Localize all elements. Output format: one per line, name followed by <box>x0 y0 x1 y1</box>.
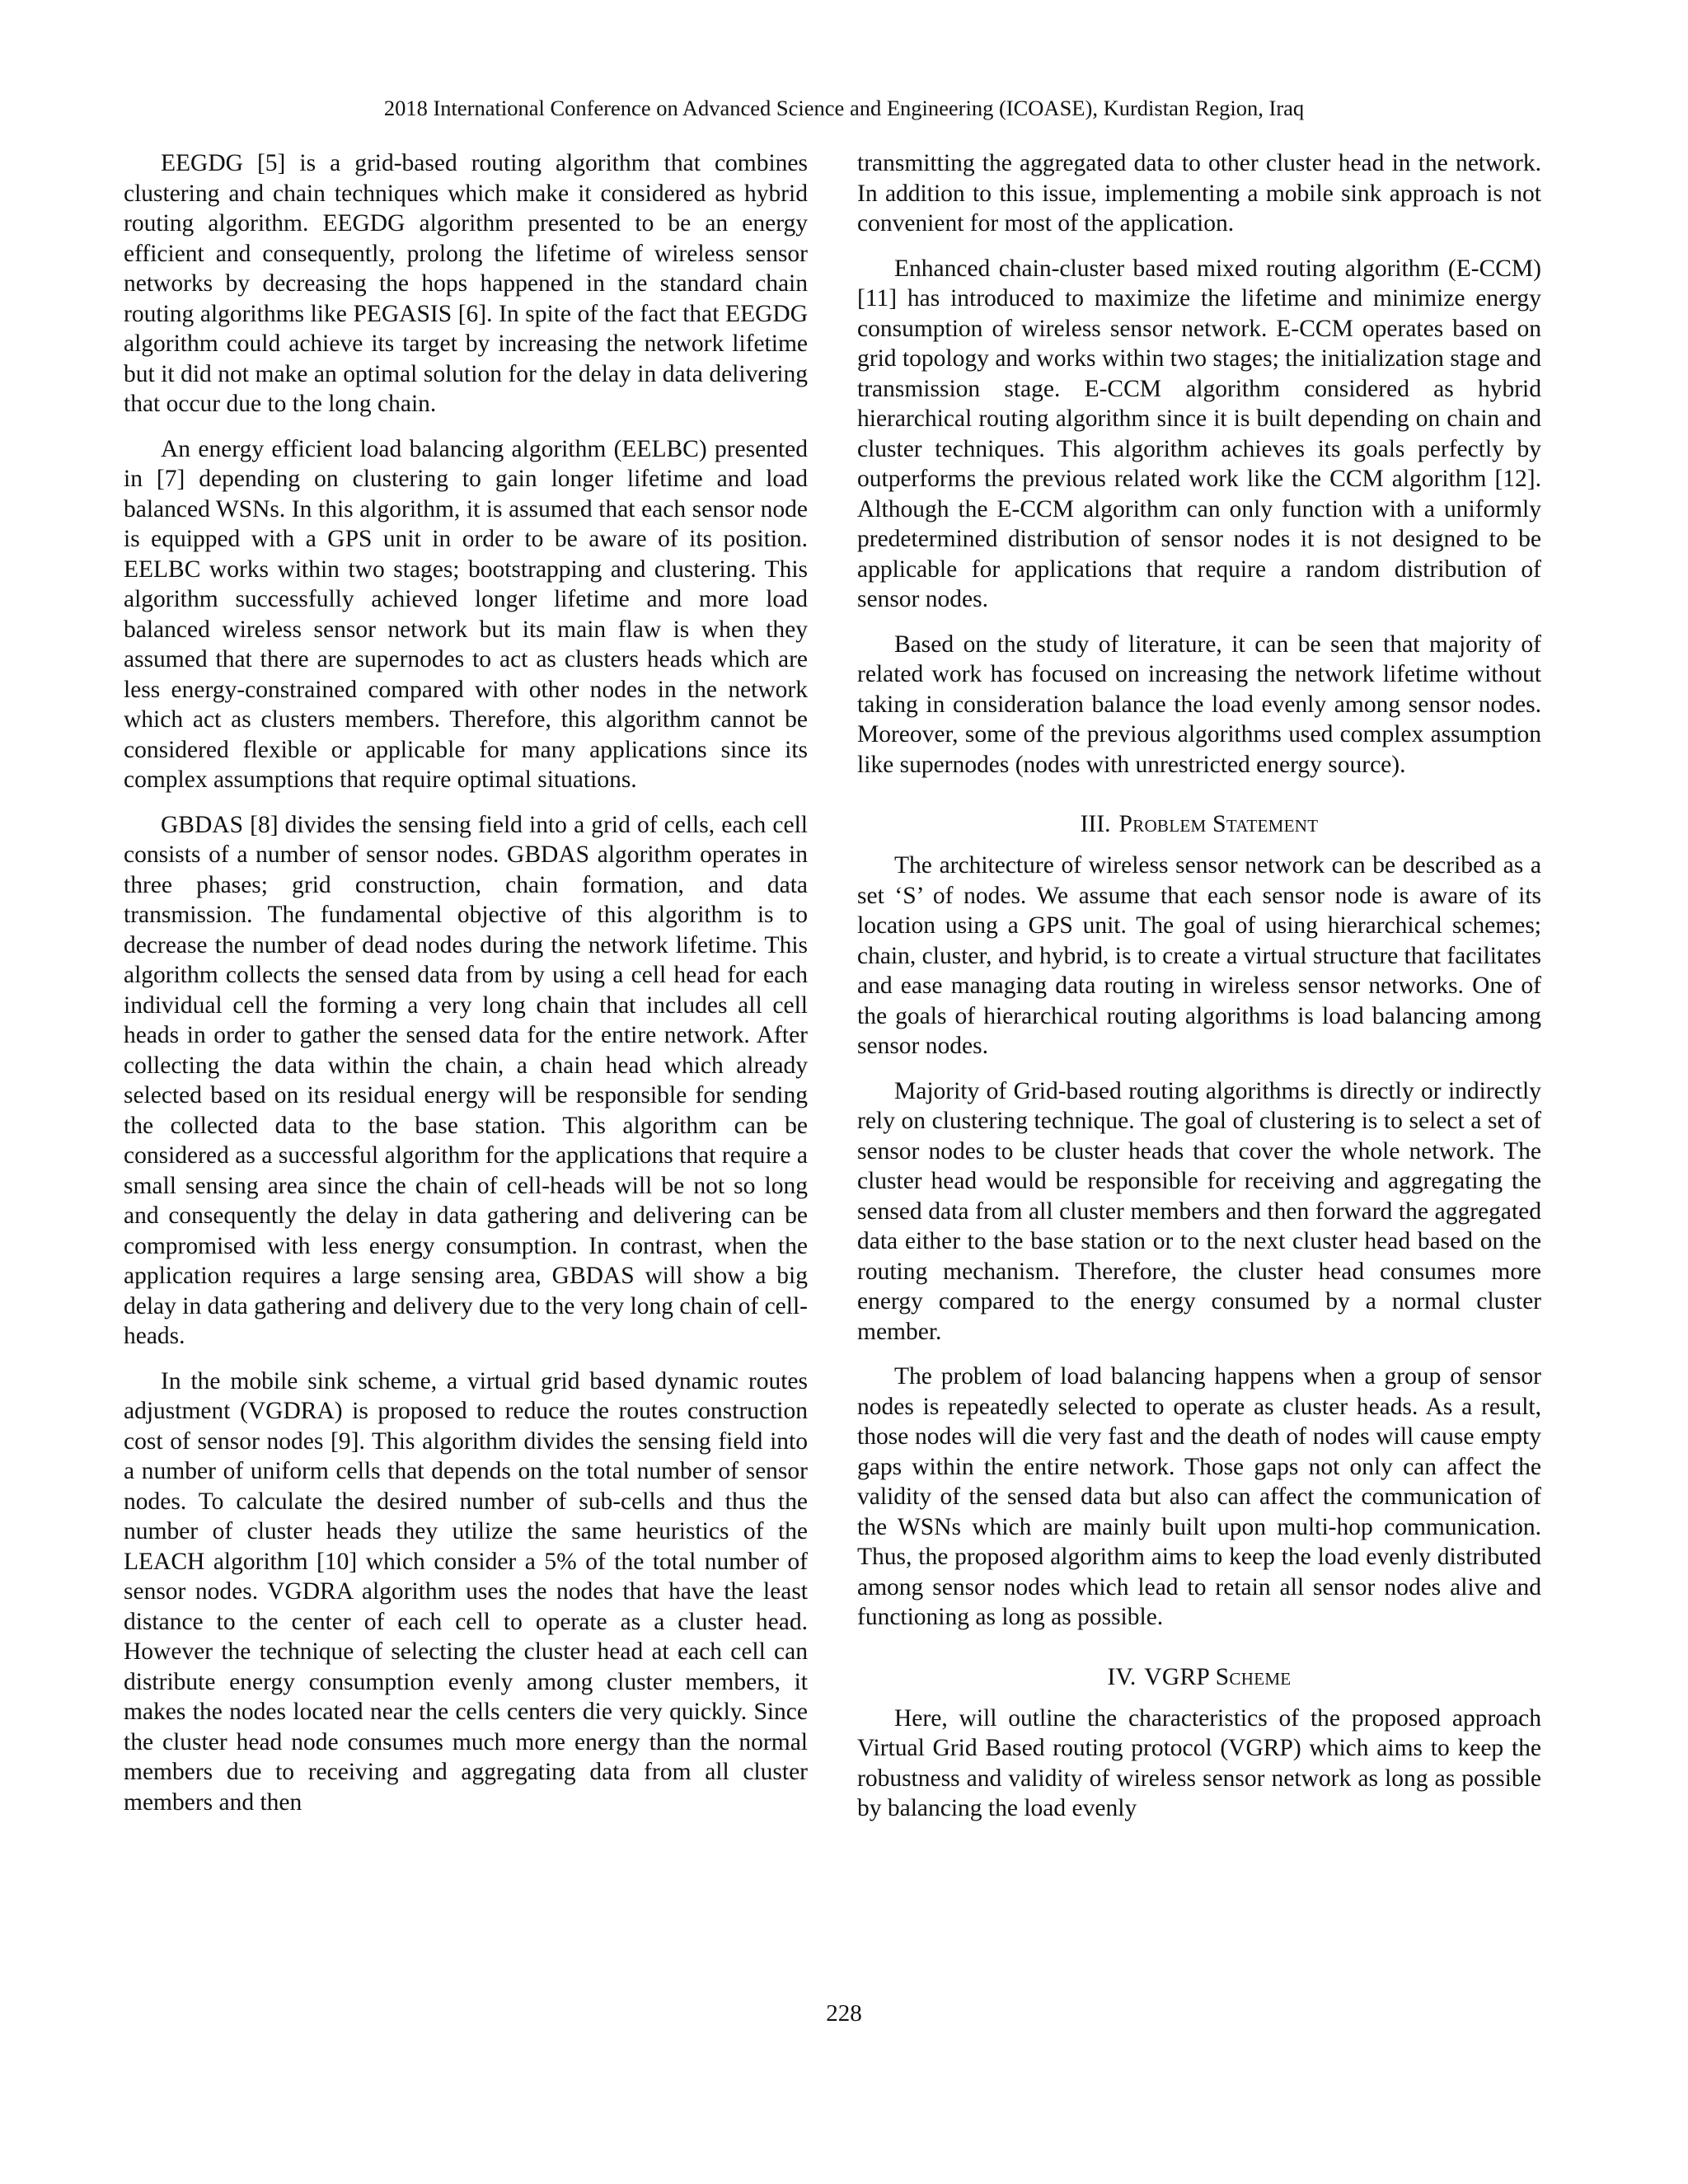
right-column <box>857 148 1541 1839</box>
section-heading-vgrp-scheme <box>857 1662 1541 1692</box>
paragraph-architecture: The architecture of wireless sensor network can be described as a set ‘S’ of nodes. We assume that each sensor node is aware of its location using a GPS unit. The goal of using hierarchical schemes; chain, cluster, and hybrid, is to create a virtual structure that facilitates and ease managing data routing in wireless sensor networks. One of the goals of hierarchical routing algorithms is load balancing among sensor nodes. <box>857 852 1541 1059</box>
section-title: Problem Statement <box>1118 811 1319 837</box>
paragraph-literature-summary: Based on the study of literature, it can be seen that majority of related work has focused on increasing the network lifetime without taking in consideration balance the load evenly among sensor nodes. Moreover, some of the previous algorithms used complex assumption like supernodes (nodes with unrestricted energy source). <box>857 630 1541 778</box>
paragraph-eelbc: An energy efficient load balancing algorithm (EELBC) presented in [7] depending on clustering to gain longer lifetime and load balanced WSNs. In this algorithm, it is assumed that each sensor node is equipped with a GPS unit in order to be aware of its position. EELBC works within two stages; bootstrapping and clustering. This algorithm successfully achieved longer lifetime and more load balanced wireless sensor network but its main flaw is when they assumed that there are supernodes to act as clusters heads which are less energy-constrained compared with other nodes in the network which act as clusters members. Therefore, this algorithm cannot be considered flexible or applicable for many applications since its complex assumptions that require optimal situations. <box>124 435 808 793</box>
paragraph-eccm: Enhanced chain-cluster based mixed routing algorithm (E-CCM) [11] has introduced to maximize the lifetime and minimize energy consumption of wireless sensor network. E-CCM operates based on grid topology and works within two stages; the initialization stage and transmission stage. E-CCM algorithm considered as hybrid hierarchical routing algorithm since it is built depending on chain and cluster techniques. This algorithm achieves its goals perfectly by outperforms the previous related work like the CCM algorithm [12]. Although the E-CCM algorithm can only function with a uniformly predetermined distribution of sensor nodes it is not designed to be applicable for applications that require a random distribution of sensor nodes. <box>857 255 1541 612</box>
page-number: 228 <box>826 2000 862 2027</box>
paragraph-continuation: transmitting the aggregated data to other cluster head in the network. In addition to this issue, implementing a mobile sink approach is not convenient for most of the application. <box>857 150 1541 237</box>
section-number: IV. <box>1107 1663 1137 1690</box>
left-column <box>124 148 808 1832</box>
paragraph-vgrp-intro: Here, will outline the characteristics of the proposed approach Virtual Grid Based routing protocol (VGRP) which aims to keep the robustness and validity of wireless sensor network as long as possible by balancing the load evenly <box>857 1704 1541 1821</box>
paragraph-eegdg: EEGDG [5] is a grid-based routing algorithm that combines clustering and chain techniques which make it considered as hybrid routing algorithm. EEGDG algorithm presented to be an energy efficient and consequently, prolong the lifetime of wireless sensor networks by decreasing the hops happened in the standard chain routing algorithms like PEGASIS [6]. In spite of the fact that EEGDG algorithm could achieve its target by increasing the network lifetime but it did not make an optimal solution for the delay in data delivering that occur due to the long chain. <box>124 150 808 417</box>
paragraph-gbdas: GBDAS [8] divides the sensing field into a grid of cells, each cell consists of a number of sensor nodes. GBDAS algorithm operates in three phases; grid construction, chain formation, and data transmission. The fundamental objective of this algorithm is to decrease the number of dead nodes during the network lifetime. This algorithm collects the sensed data from by using a cell head for each individual cell the forming a very long chain that includes all cell heads in order to gather the sensed data for the entire network. After collecting the data within the chain, a chain head which already selected based on its residual energy will be responsible for sending the collected data to the base station. This algorithm can be considered as a successful algorithm for the applications that require a small sensing area since the chain of cell-heads will be not so long and consequently the delay in data gathering and delivering can be compromised with less energy consumption. In contrast, when the application requires a large sensing area, GBDAS will show a big delay in data gathering and delivery due to the very long chain of cell-heads. <box>124 811 808 1349</box>
section-heading-problem-statement <box>857 809 1541 839</box>
running-header: 2018 International Conference on Advanced Science and Engineering (ICOASE), Kurdistan Region, Iraq <box>383 96 1305 120</box>
section-number: III. <box>1080 811 1111 837</box>
paragraph-load-balancing: The problem of load balancing happens when a group of sensor nodes is repeatedly selected to operate as cluster heads. As a result, those nodes will die very fast and the death of nodes will cause empty gaps within the entire network. Those gaps not only can affect the validity of the sensed data but also can affect the communication of the WSNs which are mainly built upon multi-hop communication. Thus, the proposed algorithm aims to keep the load evenly distributed among sensor nodes which lead to retain all sensor nodes alive and functioning as long as possible. <box>857 1363 1541 1630</box>
paragraph-vgdra: In the mobile sink scheme, a virtual grid based dynamic routes adjustment (VGDRA) is proposed to reduce the routes construction cost of sensor nodes [9]. This algorithm divides the sensing field into a number of uniform cells that depends on the total number of sensor nodes. To calculate the desired number of sub-cells and thus the number of cluster heads they utilize the same heuristics of the LEACH algorithm [10] which consider a 5% of the total number of sensor nodes. VGDRA algorithm uses the nodes that have the least distance to the center of each cell to operate as a cluster head. However the technique of selecting the cluster head at each cell can distribute energy consumption evenly among cluster members, it makes the nodes located near the cells centers die very quickly. Since the cluster head node consumes much more energy than the normal members due to receiving and aggregating data from all cluster members and then <box>124 1367 808 1816</box>
section-title: VGRP Scheme <box>1144 1663 1292 1690</box>
paragraph-clustering: Majority of Grid-based routing algorithms is directly or indirectly rely on clustering technique. The goal of clustering is to select a set of sensor nodes to be cluster heads that cover the whole network. The cluster head would be responsible for receiving and aggregating the sensed data from all cluster members and then forward the aggregated data either to the base station or to the next cluster head based on the routing mechanism. Therefore, the cluster head consumes more energy compared to the energy consumed by a normal cluster member. <box>857 1077 1541 1345</box>
